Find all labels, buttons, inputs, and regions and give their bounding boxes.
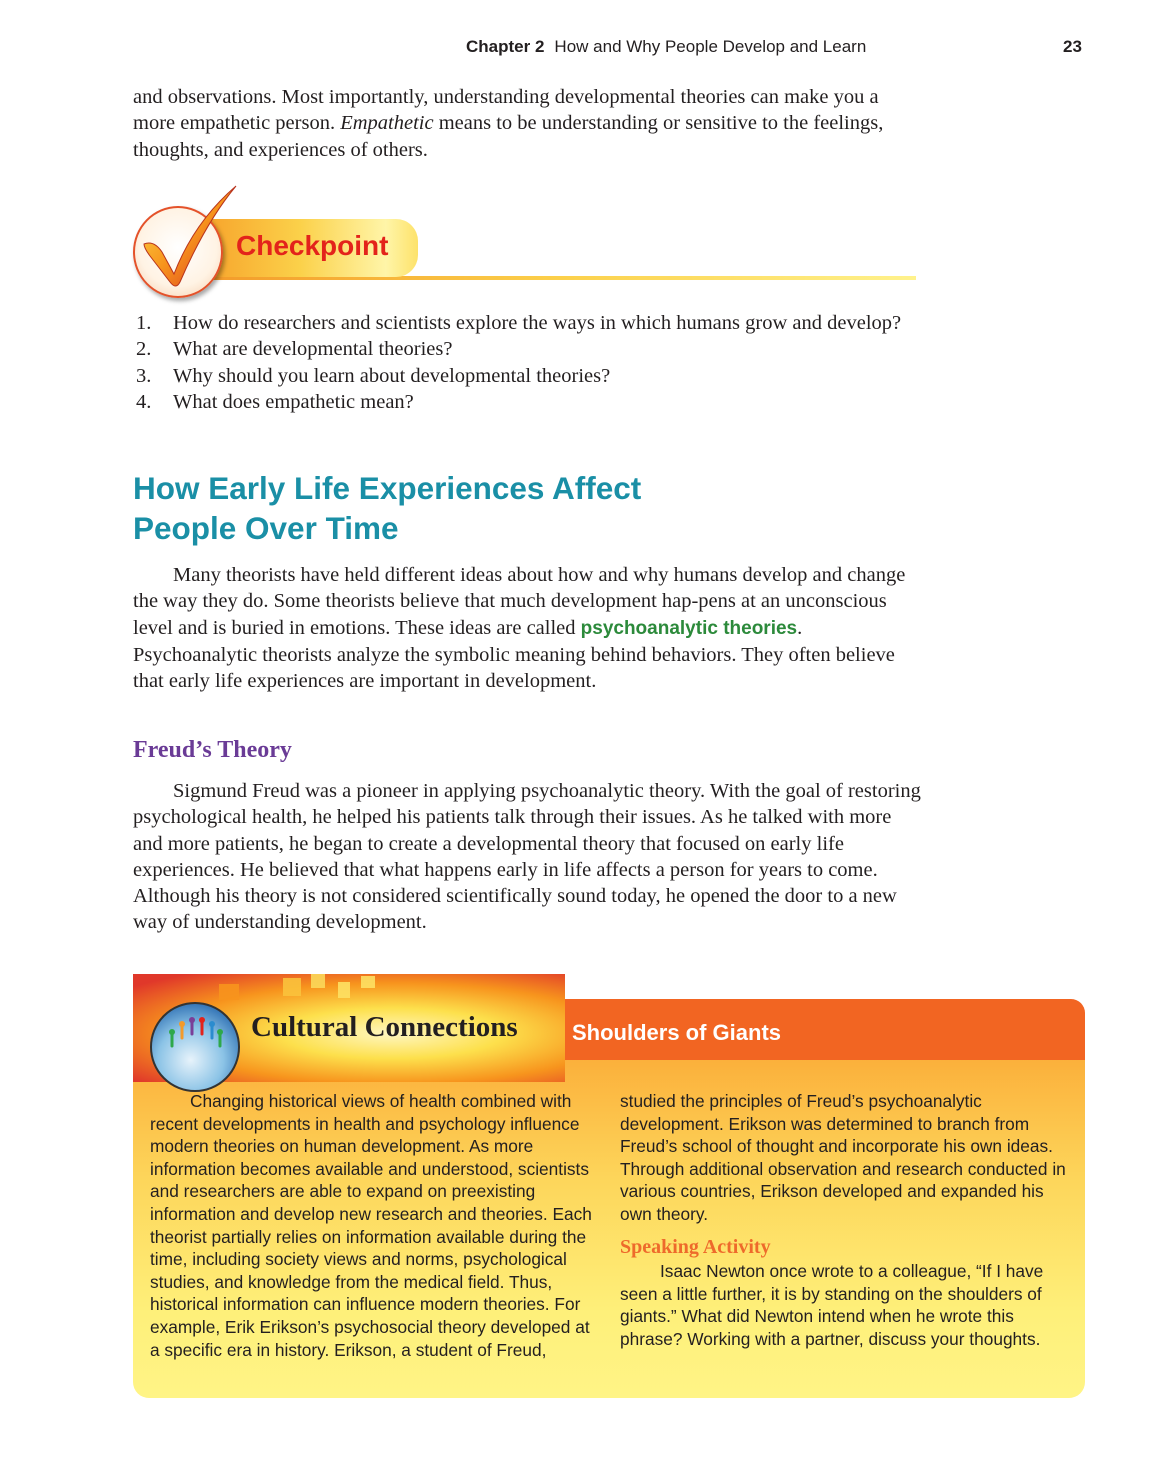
question-item: [133, 310, 923, 336]
question-text: What does empathetic mean?: [173, 390, 414, 413]
question-text: What are developmental theories?: [173, 338, 453, 361]
checkpoint-banner: [130, 182, 920, 302]
subsection-paragraph: [133, 778, 923, 936]
italic-term: Empathetic: [340, 112, 434, 135]
people-icon: [152, 1004, 238, 1090]
checkpoint-questions: [133, 310, 923, 415]
section-heading-line2: People Over Time: [133, 510, 399, 546]
cultural-right-text: studied the principles of Freud’s psychoanalytic development. Erikson was determined to branch from Freud’s school of thought and incorporate his own ideas. Through additional observation and research conducted in various countries, Erikson developed and expanded his own theory.: [620, 1091, 1066, 1224]
question-item: [133, 363, 923, 389]
globe-people-icon: [150, 1002, 240, 1092]
speaking-activity-text: Isaac Newton once wrote to a colleague, “If I have seen a little further, it is by standing on the shoulders of giants.” What did Newton intend when he wrote this phrase? Working with a partner, discuss your thoughts.: [620, 1261, 1044, 1349]
chapter-label: Chapter 2: [466, 37, 545, 56]
key-term: psychoanalytic theories: [580, 617, 798, 639]
section-text-end: . Psychoanalytic theorists analyze the symbolic meaning behind behaviors. They often believe that early life experiences are important in development.: [133, 616, 895, 693]
chapter-title: [466, 37, 866, 57]
subsection-heading: Freud’s Theory: [133, 737, 292, 763]
question-text: How do researchers and scientists explore the ways in which humans grow and develop?: [173, 312, 902, 334]
chapter-name: How and Why People Develop and Learn: [554, 37, 867, 56]
question-item: [133, 389, 923, 415]
page-number: 23: [1063, 37, 1082, 56]
section-paragraph: [133, 562, 923, 694]
cultural-connections-title: Cultural Connections: [251, 1011, 518, 1043]
cultural-left-column: [150, 1090, 602, 1361]
question-number: 2.: [136, 338, 152, 361]
question-number: 4.: [136, 390, 152, 413]
checkpoint-label: Checkpoint: [236, 230, 389, 261]
section-text: Many theorists have held different ideas about how and why humans develop and change the way they do. Some theorists believe that much development hap-pens at an unconscious level and is buried in emotions. These ideas are called: [133, 564, 906, 639]
subsection-text: Sigmund Freud was a pioneer in applying psychoanalytic theory. With the goal of restoring psychological health, he helped his patients talk through their issues. As he talked with more and more patients, he began to create a developmental theory that focused on early life experiences. He believed that what happens early in life affects a person for years to come. Although his theory is not considered scientifically sound today, he opened the door to a new way of understanding development.: [133, 780, 921, 934]
checkmark-icon: [136, 182, 246, 292]
cultural-left-text: Changing historical views of health combined with recent developments in health and psychology influence modern theories on human development. As more information becomes available and understood, scientists and researchers are able to expand on preexisting information and develop new research and theories. Each theorist partially relies on information available during the time, including society views and norms, psychological studies, and knowledge from the medical field. Thus, historical information can influence modern theories. For example, Erik Erikson’s psychosocial theory developed at a specific era in history. Erikson, a student of Freud,: [150, 1091, 592, 1360]
question-number: 1.: [136, 312, 152, 334]
section-heading: [133, 468, 641, 548]
intro-paragraph: [133, 84, 923, 163]
intro-text-end: means to be understanding or sensitive to the feelings, thoughts, and experiences of others.: [133, 112, 884, 161]
question-number: 3.: [136, 364, 152, 387]
question-item: [133, 336, 923, 362]
cultural-right-column: [620, 1090, 1076, 1351]
question-text: Why should you learn about developmental theories?: [173, 364, 611, 387]
cultural-connections-box: [133, 974, 1085, 1398]
intro-text: and observations. Most importantly, understanding developmental theories can make you a more empathetic person.: [133, 86, 879, 135]
speaking-activity-heading: Speaking Activity: [620, 1235, 771, 1258]
section-heading-line1: How Early Life Experiences Affect: [133, 470, 642, 506]
running-header: [0, 37, 1149, 61]
cultural-connections-subtitle: Shoulders of Giants: [572, 1020, 782, 1045]
